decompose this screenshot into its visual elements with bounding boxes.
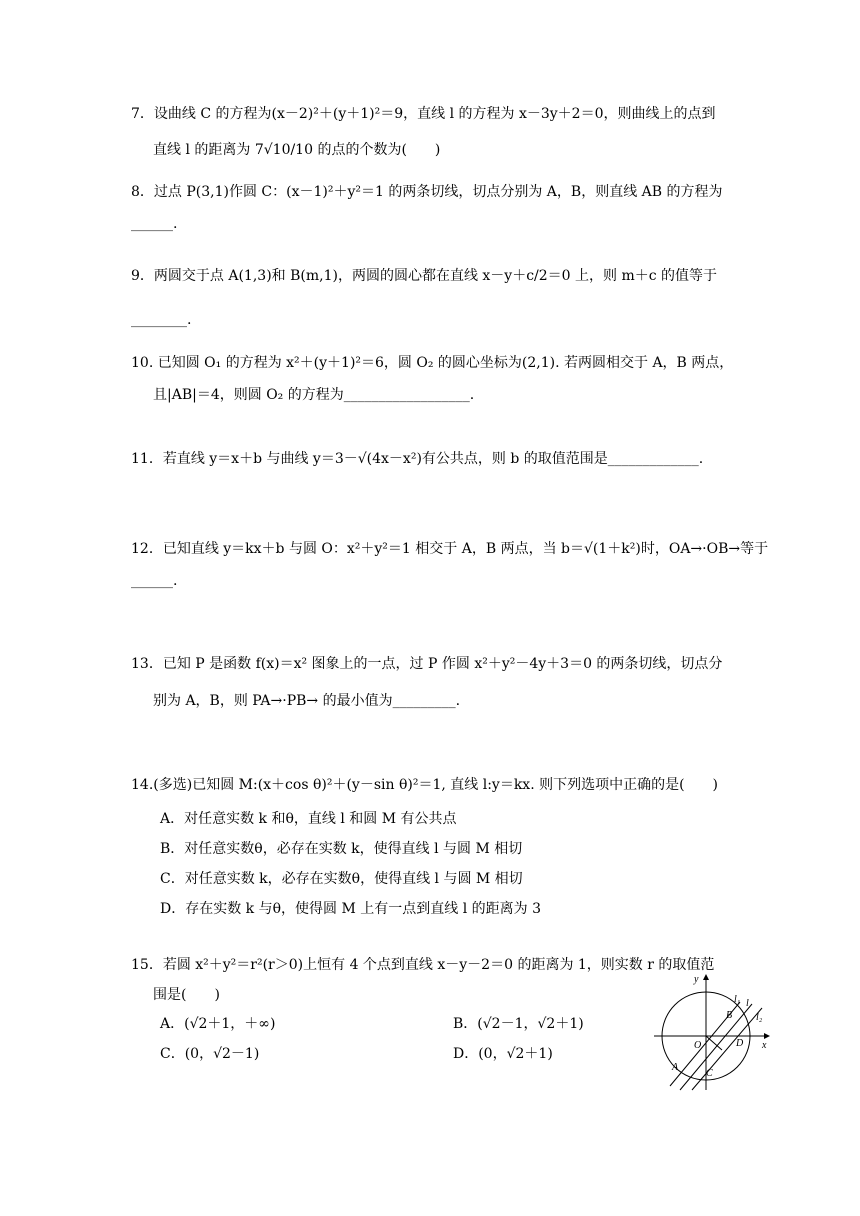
label-y: y (694, 974, 699, 985)
label-x: x (762, 1040, 767, 1051)
label-b: B (726, 1010, 733, 1021)
problem-14-option-d: D．存在实数 k 与θ，使得圆 M 上有一点到直线 l 的距离为 3 (160, 901, 542, 917)
label-d: D (736, 1038, 744, 1049)
problem-11-line-1: 11．若直线 y＝x＋b 与曲线 y＝3－√(4x－x²)有公共点，则 b 的取值范围是_____________. (131, 451, 704, 467)
label-l: l (746, 998, 749, 1009)
problem-14-option-c: C．对任意实数 k，必存在实数θ，使得直线 l 与圆 M 相切 (160, 871, 523, 887)
problem-8-line-1: 8．过点 P(3,1)作圆 C：(x－1)²＋y²＝1 的两条切线，切点分别为 A，B，则直线 AB 的方程为 (131, 184, 723, 200)
problem-14-option-b: B．对任意实数θ，必存在实数 k，使得直线 l 与圆 M 相切 (160, 841, 523, 857)
problem-15-option-a: A．(√2＋1，＋∞) (160, 1016, 276, 1032)
problem-9-line-1: 9．两圆交于点 A(1,3)和 B(m,1)，两圆的圆心都在直线 x－y＋c/2＝0 上，则 m＋c 的值等于 (131, 268, 718, 284)
problem-13-line-2: 别为 A，B，则 PA→·PB→ 的最小值为_________. (153, 693, 461, 709)
problem-13-line-1: 13．已知 P 是函数 f(x)＝x² 图象上的一点，过 P 作圆 x²＋y²－4y＋3＝0 的两条切线，切点分 (131, 656, 723, 672)
x-axis-arrow (764, 1033, 770, 1039)
y-axis-arrow (703, 974, 709, 980)
problem-12-line-1: 12．已知直线 y＝kx＋b 与圆 O：x²＋y²＝1 相交于 A，B 两点，当 b＝√(1＋k²)时，OA→·OB→等于 (131, 541, 769, 557)
problem-15-option-d: D．(0，√2＋1) (453, 1046, 553, 1062)
problem-15-line-1: 15．若圆 x²＋y²＝r²(r＞0)上恒有 4 个点到直线 x－y－2＝0 的距离为 1，则实数 r 的取值范 (131, 957, 715, 973)
label-a: A (672, 1062, 679, 1073)
circle-line-figure (640, 966, 790, 1092)
problem-15-option-c: C．(0，√2－1) (160, 1046, 260, 1062)
problem-9-line-2: ________. (131, 312, 192, 328)
problem-15-option-b: B．(√2－1，√2＋1) (453, 1016, 584, 1032)
problem-7-line-2: 直线 l 的距离为 7√10/10 的点的个数为( ) (153, 142, 441, 158)
label-l1: l₁ (734, 994, 741, 1005)
problem-15-line-2: 围是( ) (153, 987, 220, 1003)
label-o: O (694, 1040, 702, 1051)
problem-8-line-2: ______. (131, 216, 178, 232)
problem-10-line-1: 10. 已知圆 O₁ 的方程为 x²＋(y＋1)²＝6，圆 O₂ 的圆心坐标为(2,1). 若两圆相交于 A，B 两点， (131, 355, 734, 371)
problem-14-option-a: A．对任意实数 k 和θ，直线 l 和圆 M 有公共点 (160, 811, 457, 827)
problem-10-line-2: 且|AB|＝4，则圆 O₂ 的方程为__________________. (153, 387, 475, 403)
problem-14-stem: 14.(多选)已知圆 M:(x＋cos θ)²＋(y－sin θ)²＝1, 直线 l:y＝kx. 则下列选项中正确的是( ) (131, 777, 719, 793)
label-l2: l₂ (756, 1012, 763, 1023)
problem-12-line-2: ______. (131, 573, 178, 589)
problem-7-line-1: 7．设曲线 C 的方程为(x－2)²＋(y＋1)²＝9，直线 l 的方程为 x－3y＋2＝0，则曲线上的点到 (131, 106, 716, 122)
label-c: C (706, 1068, 713, 1079)
